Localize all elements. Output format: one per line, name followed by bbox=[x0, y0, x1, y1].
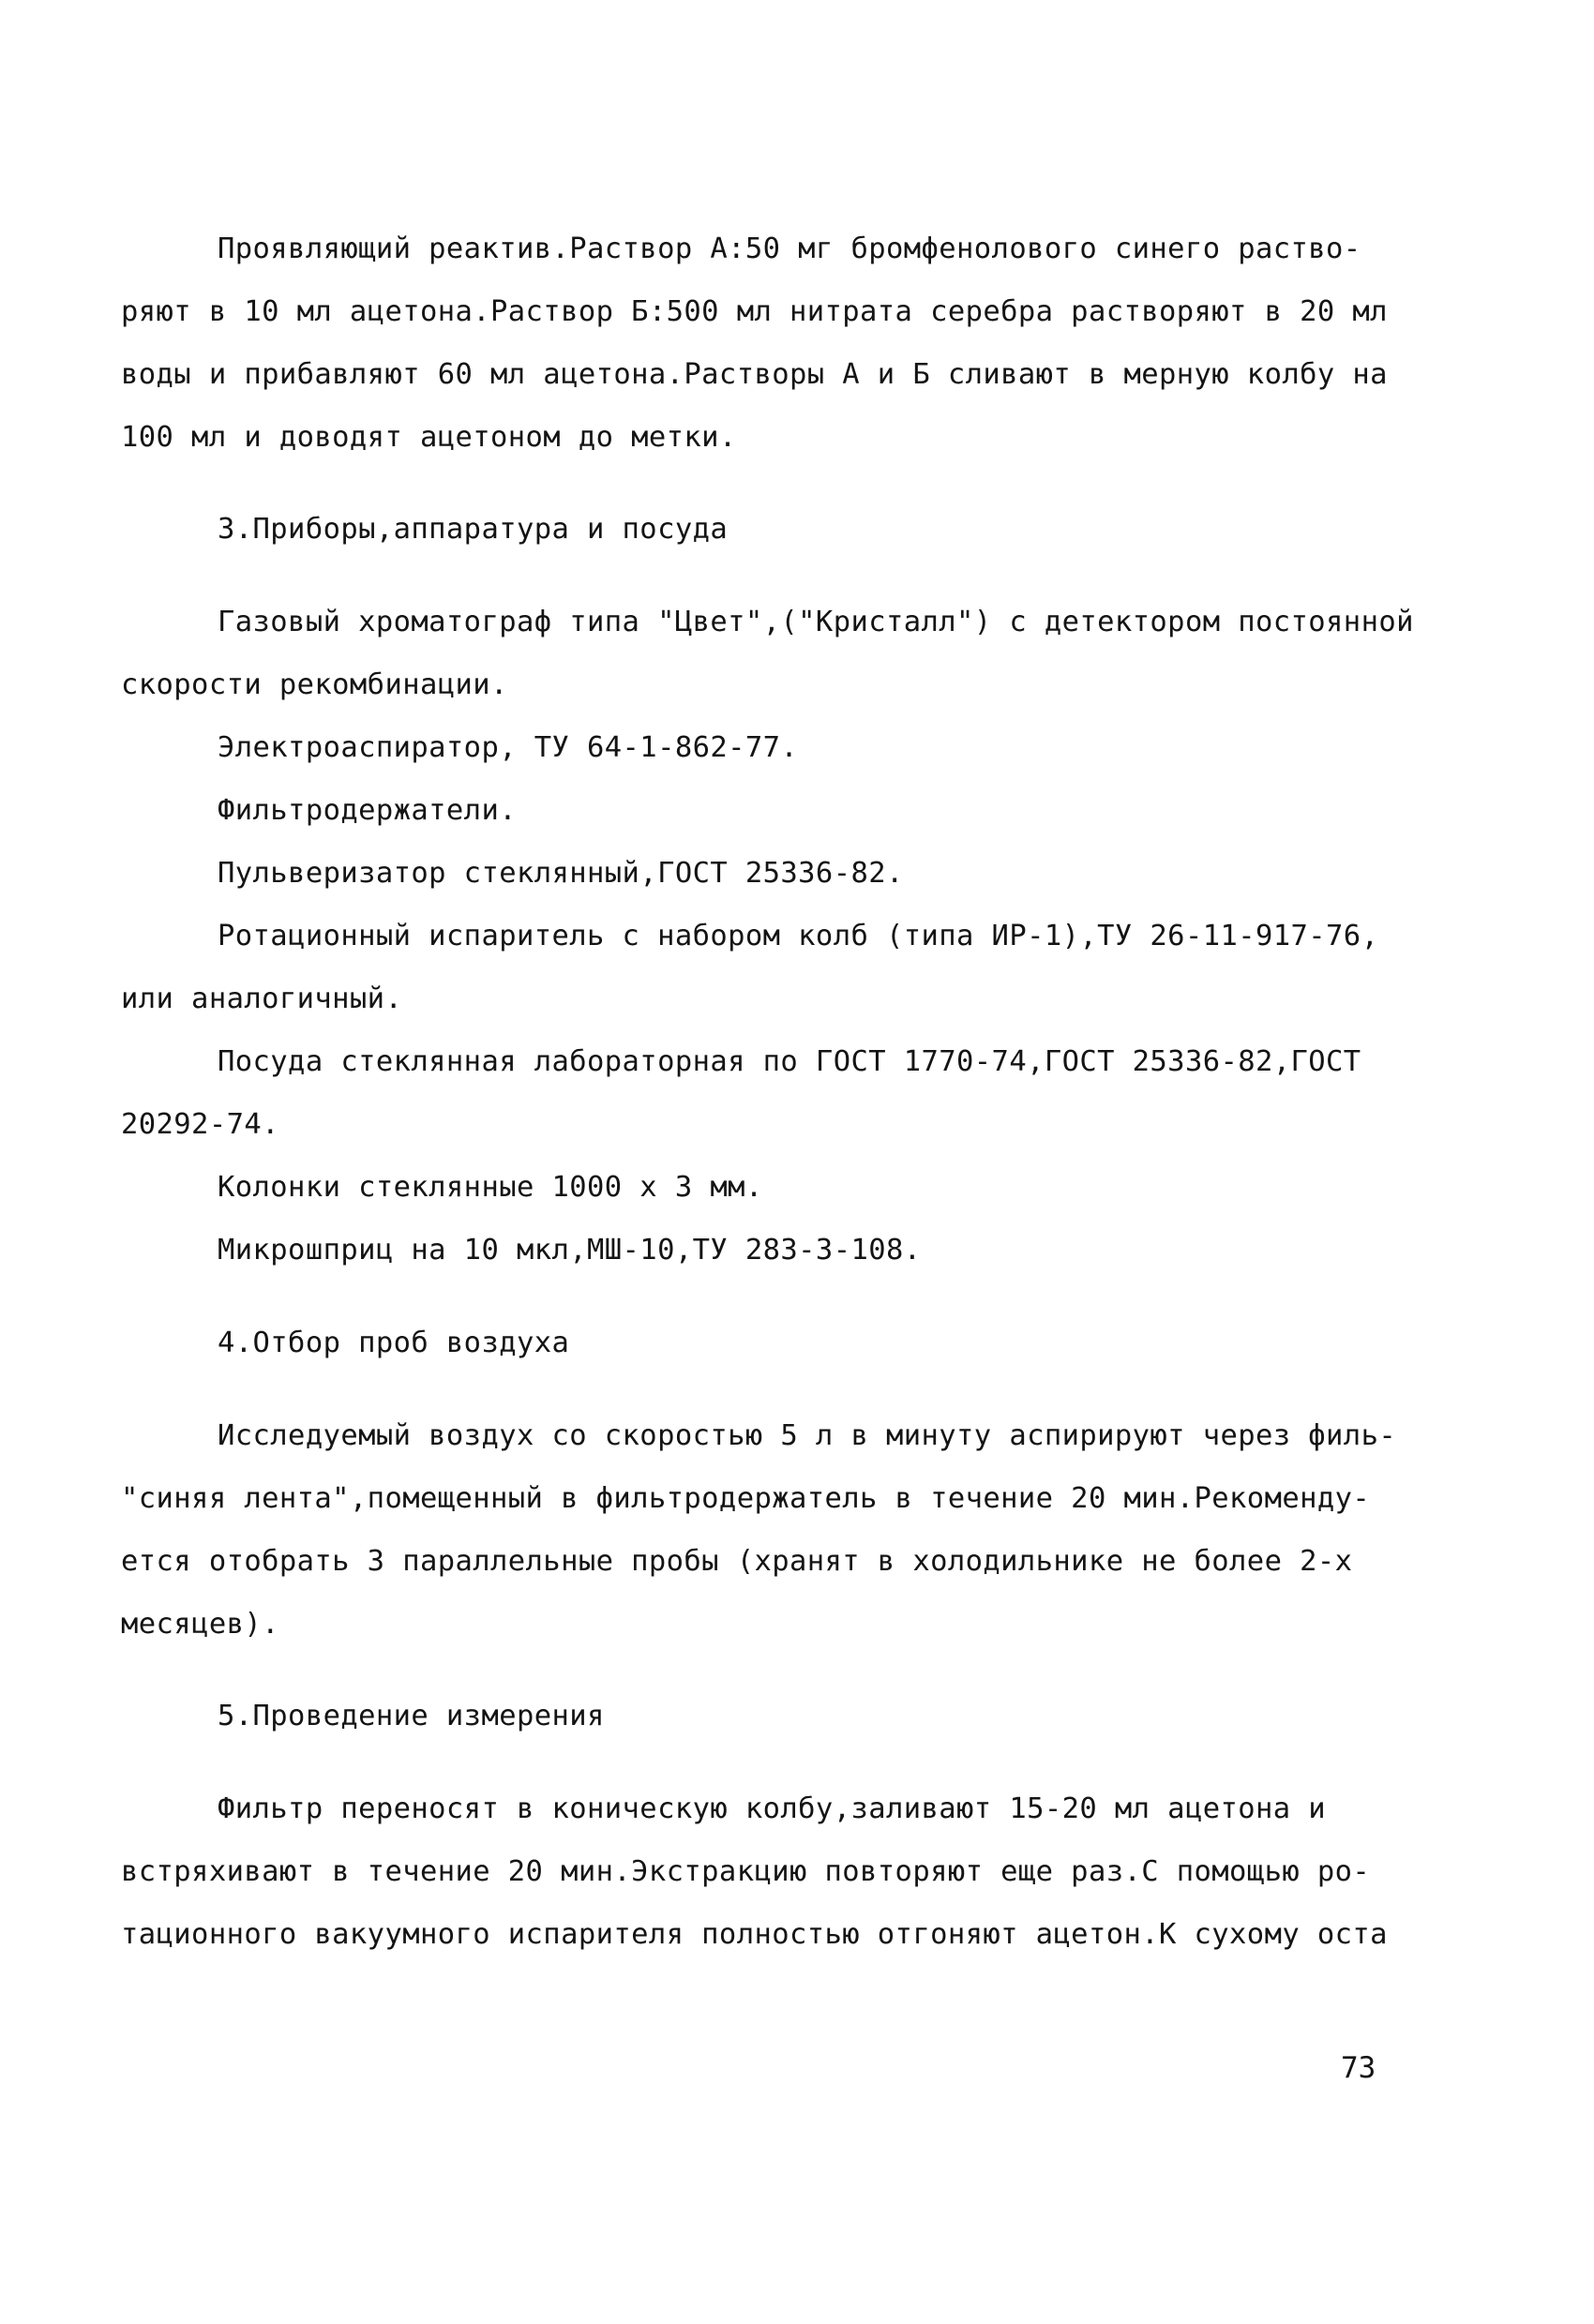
sampling-line-3: ется отобрать 3 параллельные пробы (хранят в холодильнике не более 2-х bbox=[121, 1545, 1353, 1578]
equipment-line-6: Ротационный испаритель с набором колб (типа ИР-1),ТУ 26-11-917-76, bbox=[218, 920, 1379, 952]
equipment-line-10: Колонки стеклянные 1000 х 3 мм. bbox=[218, 1171, 763, 1204]
sampling-line-4: месяцев). bbox=[121, 1608, 279, 1641]
equipment-line-2: скорости рекомбинации. bbox=[121, 668, 508, 701]
reagent-line-4: 100 мл и доводят ацетоном до метки. bbox=[121, 421, 737, 454]
equipment-line-11: Микрошприц на 10 мкл,МШ-10,ТУ 283-3-108. bbox=[218, 1234, 922, 1267]
equipment-line-4: Фильтродержатели. bbox=[218, 794, 517, 827]
equipment-line-3: Электроаспиратор, ТУ 64-1-862-77. bbox=[218, 731, 799, 764]
reagent-line-3: воды и прибавляют 60 мл ацетона.Растворы А и Б сливают в мерную колбу на bbox=[121, 358, 1388, 391]
equipment-line-8: Посуда стеклянная лабораторная по ГОСТ 1770-74,ГОСТ 25336-82,ГОСТ bbox=[218, 1045, 1361, 1078]
measurement-line-2: встряхивают в течение 20 мин.Экстракцию повторяют еще раз.С помощью ро- bbox=[121, 1855, 1371, 1888]
equipment-line-7: или аналогичный. bbox=[121, 982, 403, 1015]
equipment-line-1: Газовый хроматограф типа "Цвет",("Кристалл") с детектором постоянной bbox=[218, 606, 1414, 638]
reagent-line-2: ряют в 10 мл ацетона.Раствор Б:500 мл нитрата серебра растворяют в 20 мл bbox=[121, 295, 1388, 328]
page-number: 73 bbox=[1341, 2051, 1376, 2085]
sampling-line-1: Исследуемый воздух со скоростью 5 л в минуту аспирируют через филь- bbox=[218, 1419, 1397, 1452]
measurement-line-3: тационного вакуумного испарителя полностью отгоняют ацетон.К сухому оста bbox=[121, 1918, 1388, 1951]
section-3-heading: 3.Приборы,аппаратура и посуда bbox=[218, 513, 729, 546]
section-4-heading: 4.Отбор проб воздуха bbox=[218, 1327, 570, 1359]
section-5-heading: 5.Проведение измерения bbox=[218, 1700, 605, 1732]
sampling-line-2: "синяя лента",помещенный в фильтродержатель в течение 20 мин.Рекоменду- bbox=[121, 1482, 1371, 1515]
equipment-line-5: Пульверизатор стеклянный,ГОСТ 25336-82. bbox=[218, 857, 904, 890]
equipment-line-9: 20292-74. bbox=[121, 1108, 279, 1141]
measurement-line-1: Фильтр переносят в коническую колбу,заливают 15-20 мл ацетона и bbox=[218, 1792, 1327, 1825]
reagent-line-1: Проявляющий реактив.Раствор А:50 мг бромфенолового синего раство- bbox=[218, 232, 1361, 265]
